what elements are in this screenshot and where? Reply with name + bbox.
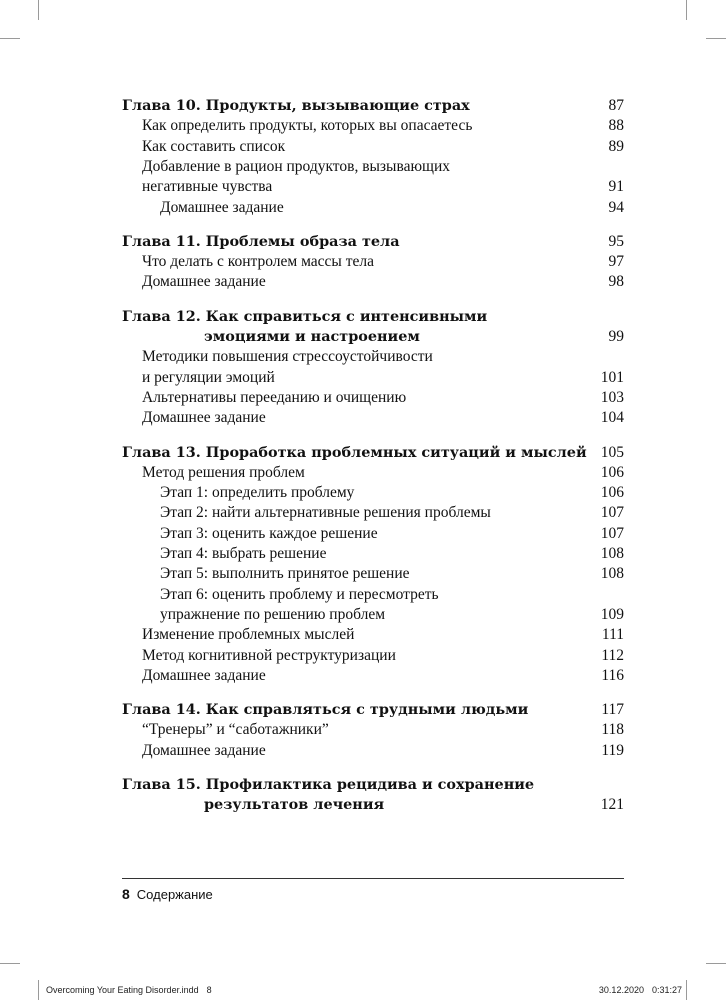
toc-entry-title: Альтернативы перееданию и очищению: [142, 388, 407, 406]
toc-entry-title: “Тренеры” и “саботажники”: [142, 721, 329, 739]
running-footer: [122, 886, 213, 902]
toc-section-entry: [122, 564, 624, 584]
toc-section-entry: [122, 741, 624, 761]
toc-entry-title: Этап 3: оценить каждое решение: [160, 524, 378, 542]
toc-section-entry: [122, 272, 624, 292]
toc-page-number: 99: [608, 327, 624, 345]
crop-mark: [706, 38, 726, 39]
toc-page-number: 97: [608, 253, 624, 271]
toc-page-number: 112: [601, 646, 624, 664]
toc-entry-title: Глава 15. Профилактика рецидива и сохранение: [122, 776, 535, 793]
toc-page-number: 119: [601, 741, 624, 759]
toc-section-entry: [122, 720, 624, 740]
toc-page-number: 106: [600, 484, 624, 502]
toc-page-number: 103: [600, 388, 624, 406]
toc-page-number: 118: [601, 721, 624, 739]
toc-entry-title: Как составить список: [142, 137, 286, 155]
toc-entry-title: Глава 12. Как справиться с интенсивными: [122, 307, 488, 325]
toc-entry-title: результатов лечения: [204, 796, 385, 814]
toc-section-entry: [122, 408, 624, 428]
toc-section-entry: [122, 503, 624, 523]
toc-section-entry: [122, 585, 624, 626]
toc-page-number: 111: [601, 626, 624, 644]
toc-chapter-entry: [122, 96, 624, 116]
slug-time: 0:31:27: [651, 985, 682, 995]
toc-entry-title: Как определить продукты, которых вы опасаетесь: [142, 117, 473, 135]
toc-entry-title: Домашнее задание: [142, 273, 266, 291]
crop-mark: [706, 963, 726, 964]
toc-section-entry: [122, 646, 624, 666]
toc-page-number: 116: [601, 666, 624, 684]
toc-entry-title: Добавление в рацион продуктов, вызывающих: [142, 157, 451, 175]
toc-chapter-entry: [122, 307, 624, 348]
toc-section-entry: [122, 666, 624, 686]
toc-section-entry: [122, 483, 624, 503]
toc-entry-title: Этап 2: найти альтернативные решения проблемы: [160, 504, 491, 522]
toc-section-entry: [122, 388, 624, 408]
toc-page-number: 89: [608, 137, 624, 155]
toc-entry-title: Этап 5: выполнить принятое решение: [160, 565, 410, 583]
toc-entry-title: Домашнее задание: [142, 741, 266, 759]
toc-entry-title: Глава 10. Продукты, вызывающие страх: [122, 97, 470, 114]
toc-entry-title: Глава 13. Проработка проблемных ситуаций и мыслей: [122, 443, 587, 461]
toc-entry-title: Изменение проблемных мыслей: [142, 626, 355, 644]
toc-section-entry: [122, 198, 624, 218]
toc-entry-title: Что делать с контролем массы тела: [142, 253, 374, 271]
footer-rule: [122, 878, 624, 879]
toc-page-number: 95: [608, 232, 624, 250]
toc-entry-title: Этап 4: выбрать решение: [160, 545, 327, 562]
slug-filename: Overcoming Your Eating Disorder.indd: [46, 985, 199, 995]
toc-page-number: 87: [608, 97, 624, 114]
toc-page-number: 108: [600, 545, 624, 562]
toc-page-number: 108: [600, 565, 624, 583]
crop-mark: [0, 38, 20, 39]
toc-section-entry: [122, 524, 624, 544]
toc-entry-title: Этап 6: оценить проблему и пересмотреть: [160, 585, 439, 603]
toc-chapter-entry: [122, 700, 624, 720]
toc-page-number: 104: [600, 409, 624, 427]
toc-page-number: 106: [600, 463, 624, 481]
slug-file-page: 8: [206, 985, 212, 995]
toc-page-number: 98: [608, 273, 624, 291]
print-slug-timestamp: [599, 985, 682, 995]
toc-entry-title: Домашнее задание: [142, 666, 266, 684]
toc-chapter-entry: [122, 443, 624, 463]
toc-page-number: 88: [608, 117, 624, 135]
toc-entry-title: негативные чувства: [142, 178, 273, 196]
toc-section-entry: [122, 463, 624, 483]
toc-chapter-entry: [122, 232, 624, 252]
toc-entry-title: эмоциями и настроением: [204, 327, 420, 345]
section-title: Содержание: [136, 887, 213, 902]
toc-entry-title: Методики повышения стрессоустойчивости: [142, 348, 433, 366]
crop-mark: [686, 980, 687, 1000]
crop-mark: [0, 963, 20, 964]
toc-entry-title: Домашнее задание: [160, 198, 284, 216]
toc-chapter-entry: [122, 775, 624, 816]
print-slug-file: [46, 985, 220, 995]
toc-entry-title: Этап 1: определить проблему: [160, 484, 355, 502]
toc-section-entry: [122, 625, 624, 645]
toc-entry-title: Домашнее задание: [142, 409, 266, 427]
toc-page-number: 105: [600, 443, 624, 461]
toc-section-entry: [122, 137, 624, 157]
toc-section-entry: [122, 347, 624, 388]
toc-page-number: 107: [600, 524, 624, 542]
toc-section-entry: [122, 544, 624, 564]
page-number: 8: [122, 886, 130, 902]
toc-page-number: 91: [608, 178, 624, 196]
toc-section-entry: [122, 116, 624, 136]
toc-page-number: 109: [600, 605, 624, 623]
toc-entry-title: упражнение по решению проблем: [160, 605, 386, 623]
crop-mark: [38, 980, 39, 1000]
toc-section-entry: [122, 252, 624, 272]
toc-entry-title: Метод решения проблем: [142, 463, 305, 481]
slug-date: 30.12.2020: [598, 985, 644, 995]
toc-entry-title: Глава 11. Проблемы образа тела: [122, 232, 400, 250]
crop-mark: [38, 0, 39, 20]
toc-page-number: 107: [600, 504, 624, 522]
toc-section-entry: [122, 157, 624, 198]
toc-entry-title: Метод когнитивной реструктуризации: [142, 646, 396, 664]
crop-mark: [686, 0, 687, 20]
toc-entry-title: Глава 14. Как справляться с трудными людьми: [122, 701, 529, 719]
toc-entry-title: и регуляции эмоций: [142, 368, 275, 386]
toc-page-number: 121: [600, 796, 624, 814]
toc-page-number: 101: [600, 368, 624, 386]
toc-page-number: 94: [608, 198, 624, 216]
toc-page-number: 117: [601, 701, 624, 719]
